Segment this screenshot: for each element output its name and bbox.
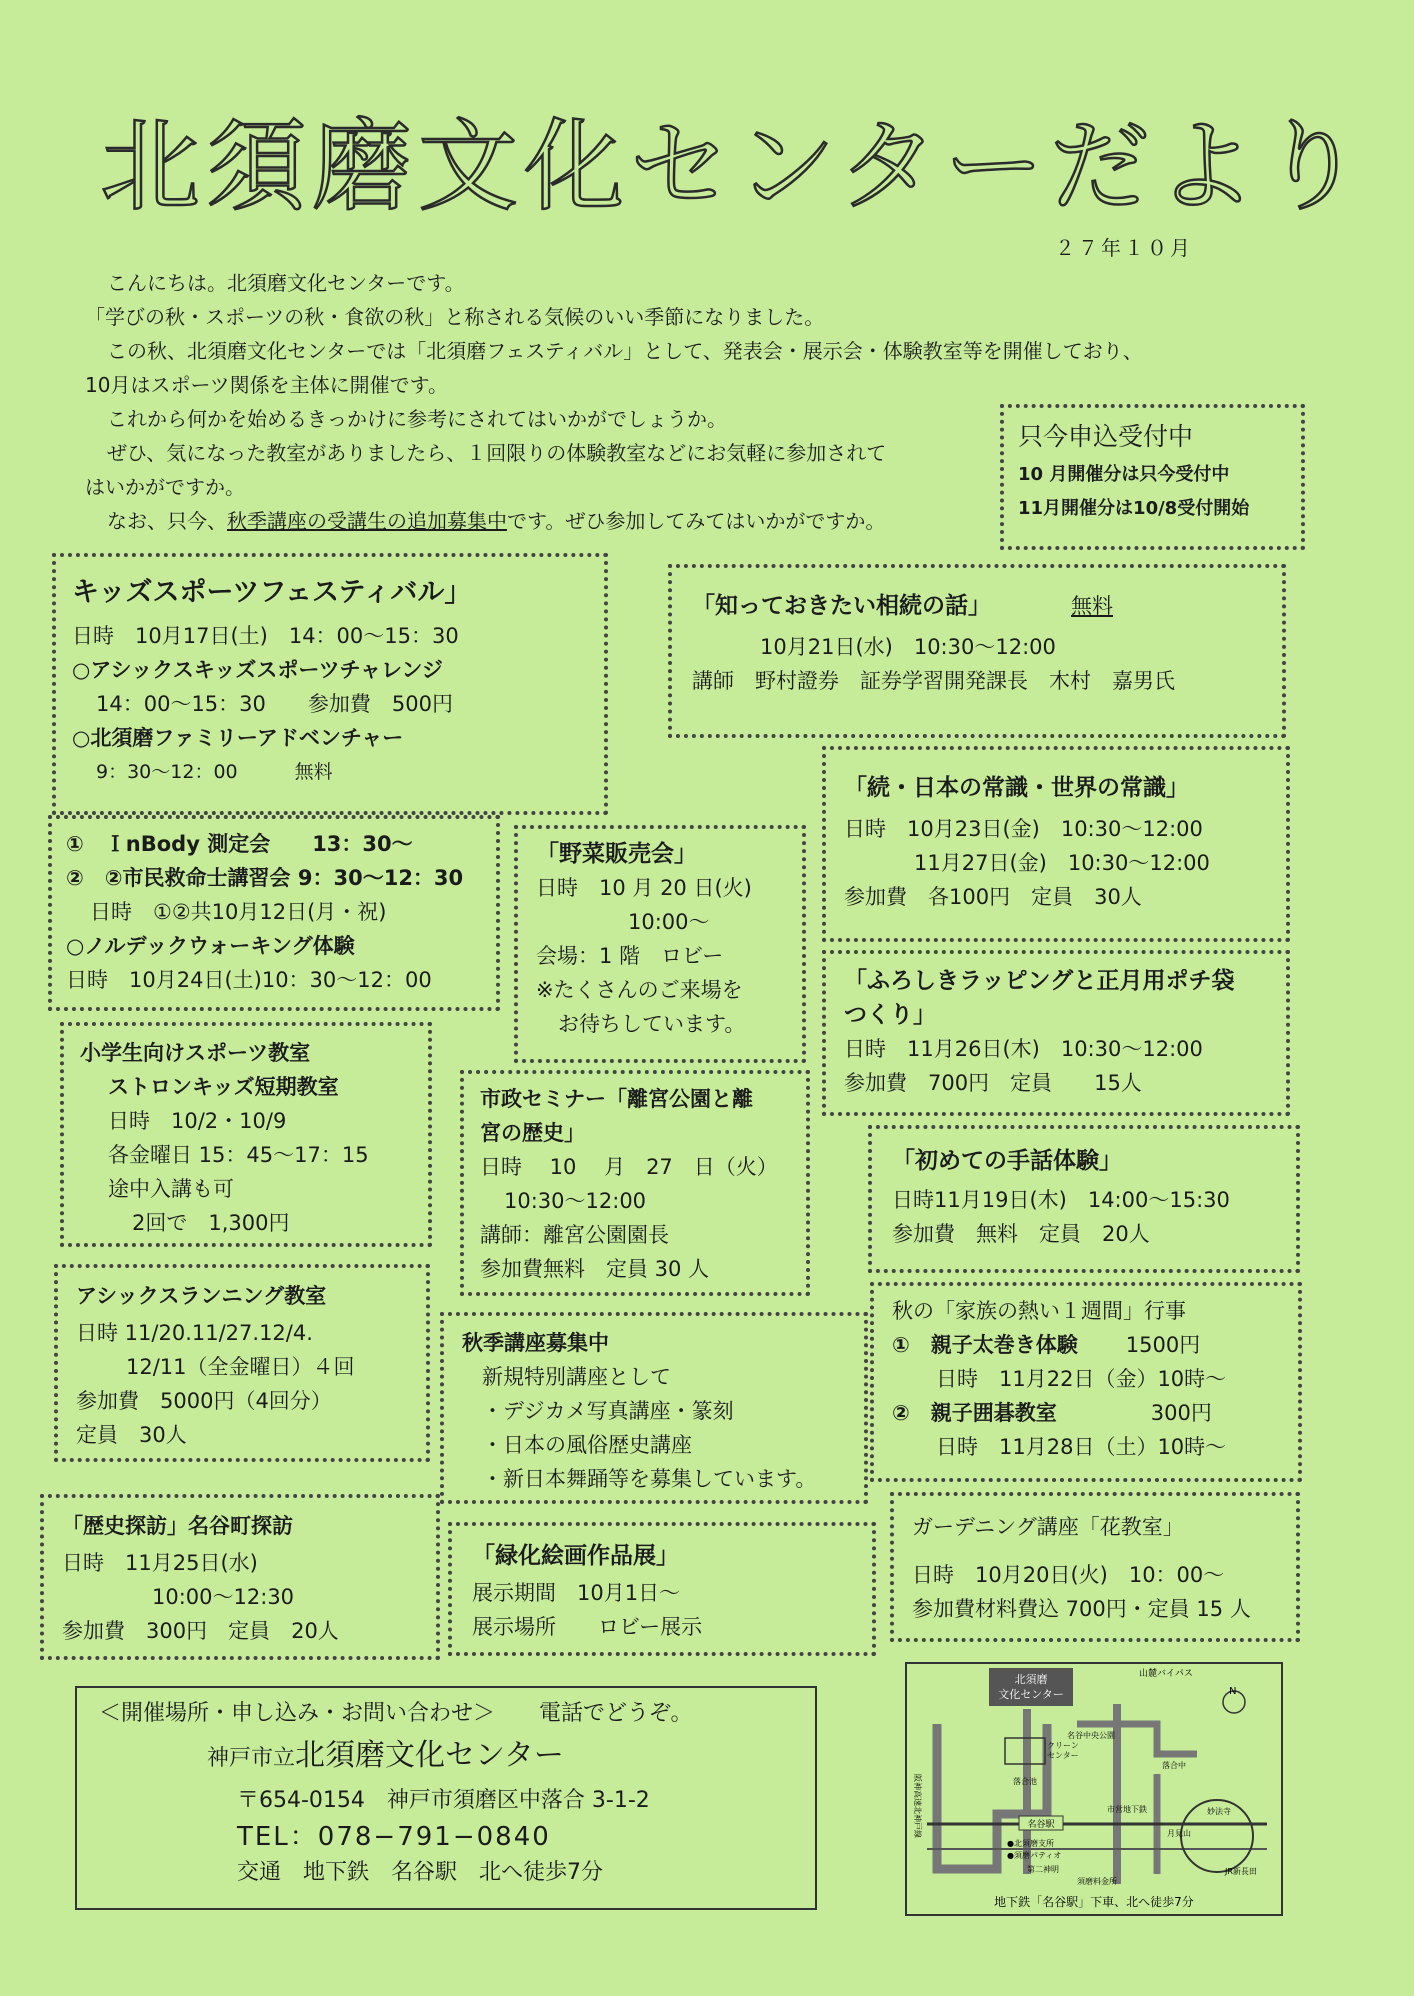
intro-line: これから何かを始めるきっかけに参考にされてはいかがでしょうか。 [107,407,727,431]
kids-festival-title: キッズスポーツフェスティバル」 [72,577,472,608]
joshiki-line: 11月27日(金) 10:30〜12:00 [914,851,1210,875]
intro-line: 「学びの秋・スポーツの秋・食欲の秋」と称される気候のいい季節になりました。 [85,305,825,329]
shuwa-title: 「初めての手話体験」 [892,1148,1122,1174]
kids-event: ○北須磨ファミリーアドベンチャー [72,726,404,750]
family-week-title: 秋の「家族の熱い１週間」行事 [892,1299,1186,1323]
running-box [54,1264,430,1462]
intro-line: はいかがですか。 [85,475,245,499]
family-week-box [870,1282,1302,1482]
history-walk-line: 参加費 300円 定員 20人 [62,1619,339,1643]
joshiki-line: 参加費 各100円 定員 30人 [844,885,1142,909]
running-title: アシックスランニング教室 [76,1284,327,1308]
kids-date: 日時 10月17日(土) 14：00〜15：30 [72,624,459,648]
recruiting-link: 秋季講座の受講生の追加募集中 [227,509,507,533]
intro-line: この秋、北須磨文化センターでは「北須磨フェスティバル」として、発表会・展示会・体験教室等を開催しており、 [107,339,1143,363]
furoshiki-box [822,950,1290,1116]
vegetable-line: 日時 10 月 20 日(火) [536,876,752,900]
intro-text-c: です。ぜひ参加してみてはいかがですか。 [507,509,886,533]
joshiki-line: 日時 10月23日(金) 10:30〜12:00 [844,817,1203,841]
joshiki-box [822,746,1290,942]
souzoku-date: 10月21日(水) 10:30〜12:00 [760,635,1056,659]
apply-box [1000,404,1305,550]
map-graphic [907,1664,1281,1914]
running-line: 12/11（全金曜日）４回 [126,1355,355,1379]
map-label: ●北須磨支所 [1007,1839,1054,1848]
vegetable-line: お待ちしています。 [558,1012,746,1036]
furoshiki-title: つくり」 [844,1002,936,1028]
family-event: ① 親子太巻き体験 [892,1333,1078,1357]
map-label: 月見山 [1167,1829,1191,1838]
strong-kids-line: 各金曜日 15：45〜17：15 [108,1143,369,1167]
map-label: センター [1047,1751,1079,1760]
strong-kids-title: 小学生向けスポーツ教室 [80,1041,311,1065]
inbody-box [48,815,500,1011]
apply-title: 只今申込受付中 [1018,422,1194,451]
map-label: 須磨料金所 [1077,1877,1117,1886]
furoshiki-line: 日時 11月26日(木) 10:30〜12:00 [844,1037,1203,1061]
apply-line: 11月開催分は10/8受付開始 [1018,498,1250,519]
running-line: 参加費 5000円（4回分） [76,1389,332,1413]
seminar-line: 参加費無料 定員 30 人 [480,1257,710,1281]
map-label: 市営地下鉄 [1107,1805,1147,1814]
shuwa-box [868,1125,1300,1273]
running-line: 定員 30人 [76,1423,187,1447]
page-title: 北須磨文化センターだより [100,108,1368,225]
history-walk-line: 10:00〜12:30 [152,1585,295,1609]
family-event-date: 日時 11月22日（金）10時〜 [936,1367,1227,1391]
souzoku-box [668,564,1286,738]
inbody-line: 日時 10月24日(土)10：30〜12：00 [66,968,432,992]
kids-event-detail: 14：00〜15：30 参加費 500円 [96,692,453,716]
joshiki-title: 「続・日本の常識・世界の常識」 [844,775,1189,801]
strong-kids-line: 日時 10/2・10/9 [108,1109,287,1133]
kids-festival-box [52,553,608,815]
map-label: クリーン [1047,1741,1079,1750]
souzoku-fee: 無料 [1071,594,1113,618]
intro-line: こんにちは。北須磨文化センターです。 [107,271,465,295]
issue-date: ２７年１０月 [1055,236,1193,260]
garden-line: 参加費材料費込 700円・定員 15 人 [912,1597,1251,1621]
vegetable-line: 会場：1 階 ロビー [536,944,724,968]
map-station: 名谷駅 [1027,1820,1055,1830]
intro-text-a: なお、只今、 [107,509,227,533]
contact-box [75,1686,817,1910]
vegetable-title: 「野菜販売会」 [536,841,697,867]
seminar-line: 講師：離宮公園園長 [480,1223,669,1247]
kids-event: ○アシックスキッズスポーツチャレンジ [72,658,443,682]
autumn-courses-title: 秋季講座募集中 [462,1331,609,1355]
ryokka-box [448,1522,876,1656]
autumn-courses-box [440,1312,868,1504]
furoshiki-title: 「ふろしきラッピングと正月用ポチ袋 [844,968,1235,994]
history-walk-line: 日時 11月25日(水) [62,1551,258,1575]
contact-header: ＜開催場所・申し込み・お問い合わせ＞ 電話でどうぞ。 [99,1701,693,1726]
map-label: JR新長田 [1225,1867,1257,1876]
family-event: ② 親子囲碁教室 [892,1401,1057,1425]
vegetable-line: 10:00〜 [628,910,710,934]
ryokka-line: 展示場所 ロビー展示 [472,1615,703,1639]
strong-kids-title: ストロンキッズ短期教室 [108,1075,339,1099]
history-walk-title: 「歴史探訪」名谷町探訪 [62,1514,293,1538]
map-label: ●須磨パティオ [1007,1851,1062,1860]
furoshiki-line: 参加費 700円 定員 15人 [844,1071,1142,1095]
map-label: 阪神高速北神戸線 [913,1774,922,1838]
autumn-courses-line: 新規特別講座として [482,1365,671,1389]
inbody-line: ○ノルデックウォーキング体験 [66,934,355,958]
souzoku-title: 「知っておきたい相続の話」 [692,593,991,619]
intro-line: ぜひ、気になった教室がありましたら、１回限りの体験教室などにお気軽に参加されて [107,441,887,465]
autumn-courses-line: ・新日本舞踊等を募集しています。 [482,1467,817,1491]
map-center-label: 文化センター [998,1688,1064,1701]
map-label: 第二神明 [1027,1865,1059,1874]
seminar-box [460,1070,810,1296]
family-fee: 300円 [1150,1401,1212,1425]
family-fee: 1500円 [1125,1333,1201,1357]
strong-kids-line: 2回で 1,300円 [132,1211,290,1235]
shuwa-line: 日時11月19日(木) 14:00〜15:30 [892,1188,1230,1212]
inbody-line: ② ②市民救命士講習会 9：30〜12：30 [66,866,464,890]
contact-org-name: 北須磨文化センター [295,1738,564,1773]
shuwa-line: 参加費 無料 定員 20人 [892,1222,1150,1246]
autumn-courses-line: ・デジカメ写真講座・篆刻 [482,1399,734,1423]
strong-kids-line: 途中入講も可 [108,1177,234,1201]
intro-line: 10月はスポーツ関係を主体に開催です。 [85,373,449,397]
map-caption: 地下鉄「名谷駅」下車、北へ徒歩7分 [994,1895,1194,1909]
contact-address: 〒654-0154 神戸市須磨区中落合 3-1-2 [237,1788,650,1813]
running-line: 日時 11/20.11/27.12/4. [76,1321,313,1345]
contact-org-prefix: 神戸市立 [207,1746,296,1771]
garden-title: ガーデニング講座「花教室」 [912,1515,1184,1539]
seminar-line: 日時 10 月 27 日（火） [480,1155,778,1179]
access-map [905,1662,1283,1916]
family-event-date: 日時 11月28日（土）10時〜 [936,1435,1227,1459]
kids-event-detail: 9：30〜12：00 無料 [96,761,333,783]
vegetable-box [514,825,806,1063]
map-label: 落合中 [1162,1761,1186,1770]
inbody-line: 日時 ①②共10月12日(月・祝) [90,900,387,924]
apply-line: 10 月開催分は只今受付中 [1018,464,1230,485]
seminar-title: 市政セミナー「離宮公園と離 [480,1087,753,1111]
garden-line: 日時 10月20日(火) 10：00〜 [912,1563,1225,1587]
map-center-label: 北須磨 [1014,1673,1048,1686]
map-label: 妙法寺 [1207,1807,1231,1816]
ryokka-line: 展示期間 10月1日〜 [472,1581,681,1605]
map-label: 落合池 [1013,1777,1037,1786]
autumn-courses-line: ・日本の風俗歴史講座 [482,1433,692,1457]
souzoku-lecturer: 講師 野村證券 証券学習開発課長 木村 嘉男氏 [692,669,1175,693]
map-bypass-label: 山麓バイパス [1139,1669,1193,1679]
seminar-line: 10:30〜12:00 [504,1189,647,1213]
garden-box [890,1492,1300,1642]
inbody-line: ① ＩnBody 測定会 13：30〜 [66,832,413,856]
strong-kids-box [60,1022,432,1247]
contact-tel: TEL：078−791−0840 [237,1822,551,1852]
map-north: N [1229,1686,1237,1697]
map-label: 名谷中央公園 [1067,1731,1115,1740]
contact-access: 交通 地下鉄 名谷駅 北へ徒歩7分 [237,1860,603,1885]
history-walk-box [40,1494,440,1660]
seminar-title: 宮の歴史」 [480,1121,585,1145]
ryokka-title: 「緑化絵画作品展」 [472,1543,679,1569]
vegetable-line: ※たくさんのご来場を [536,978,743,1002]
